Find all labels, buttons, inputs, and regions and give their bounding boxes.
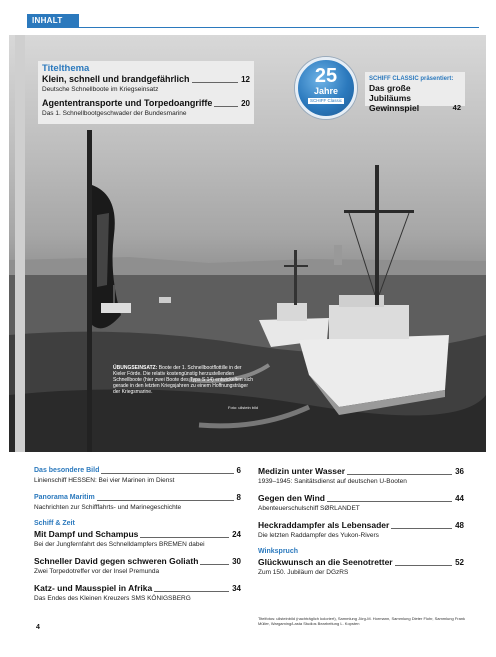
toc-entry-page: 30 [232, 557, 241, 566]
titelthema-box [38, 61, 254, 124]
toc-entry-title: Medizin unter Wasser [258, 466, 346, 476]
leader-line [140, 537, 229, 538]
toc-entry-page: 24 [232, 530, 241, 539]
leader-line [327, 501, 452, 502]
toc-entry-subtitle: Die letzten Raddampfer des Yukon-Rivers [258, 532, 379, 539]
toc-entry-title: Agententransporte und Torpedoangriffe [42, 98, 213, 108]
caption-text: Boote der 1. Schnellbootflottille in der Kieler Förde. Die relativ kostengünstig herzustellenden Schnellboote (hier zwei Boote des Typs S 14) entwickelten sich gerade in den letzten Kriegsjahren zu einem Hoffnungsträger der Kriegsmarine. [113, 365, 253, 395]
photo-caption [113, 365, 253, 395]
toc-entry[interactable] [34, 519, 241, 549]
toc-entry-title: Glückwunsch an die Seenotretter [258, 557, 393, 567]
toc-entry[interactable] [34, 492, 241, 512]
badge-brand: SCHIFF Classic [309, 98, 342, 103]
promo-box[interactable] [365, 72, 465, 113]
toc-entry-title: Gegen den Wind [258, 493, 325, 503]
titelthema-label: Titelthema [42, 63, 90, 74]
toc-entry-title: Schneller David gegen schweren Goliath [34, 556, 199, 566]
section-tab: INHALT [27, 14, 79, 27]
leader-line [347, 474, 452, 475]
toc-entry[interactable] [34, 556, 241, 576]
toc-entry-title: Heckraddampfer als Lebensader [258, 520, 390, 530]
toc-entry[interactable] [258, 547, 464, 577]
toc-entry-subtitle: Zum 150. Jubiläum der DGzRS [258, 569, 349, 576]
promo-title: Das große Jubiläums Gewinnspiel [369, 83, 420, 113]
toc-entry-page: 8 [236, 493, 241, 502]
promo-label: SCHIFF CLASSIC präsentiert: [369, 76, 454, 82]
toc-entry-subtitle: Deutsche Schnellboote im Kriegseinsatz [42, 86, 159, 93]
caption-lead: ÜBUNGSEINSATZ: [113, 365, 158, 371]
leader-line [154, 591, 229, 592]
promo-page: 42 [452, 103, 461, 112]
toc-entry-subtitle: Nachrichten zur Schifffahrts- und Marinegeschichte [34, 504, 182, 511]
toc-entry[interactable] [258, 520, 464, 540]
toc-entry-subtitle: Abenteuerschulschiff SØRLANDET [258, 505, 360, 512]
toc-entry[interactable] [42, 98, 250, 109]
toc-entry-page: 48 [455, 521, 464, 530]
toc-entry-page: 6 [236, 466, 241, 475]
promo-entry [369, 83, 461, 113]
toc-entry[interactable] [258, 466, 464, 486]
toc-entry-title: Katz- und Mausspiel in Afrika [34, 583, 153, 593]
toc-section-label: Das besondere Bild [34, 467, 100, 474]
toc-entry-subtitle: Linienschiff HESSEN: Bei vier Marinen im Dienst [34, 477, 175, 484]
page-number: 4 [36, 624, 40, 631]
leader-line [192, 82, 239, 83]
leader-line [101, 473, 233, 474]
badge-number: 25 [314, 65, 338, 87]
leader-line [200, 564, 229, 565]
leader-line [391, 528, 452, 529]
toc-entry[interactable] [42, 74, 250, 85]
toc-section-label: Winkspruch [258, 548, 298, 555]
toc-entry-page: 12 [241, 75, 250, 84]
toc-entry-page: 52 [455, 558, 464, 567]
photo-credit: Foto: ullstein bild [228, 405, 259, 410]
toc-entry-title: Mit Dampf und Schampus [34, 529, 139, 539]
toc-entry-subtitle: Bei der Jungfernfahrt des Schnelldampfers BREMEN dabei [34, 541, 205, 548]
anniversary-badge [295, 57, 357, 119]
leader-line [214, 106, 238, 107]
toc-entry-subtitle: Zwei Torpedotreffer vor der Insel Premunda [34, 568, 160, 575]
leader-line [395, 565, 452, 566]
toc-left-column [34, 465, 241, 610]
toc-section-label: Schiff & Zeit [34, 520, 75, 527]
photo-credits: Titelfotos: ullsteinbild (nachträglich koloriert), Sammlung Jörg-M. Hormann, Sammlung Dieter Flohr, Sammlung Frank Müller, Wargaming/Lasta Studios Bearbeitung L. Kopsten [258, 616, 466, 626]
leader-line [97, 500, 234, 501]
toc-right-column [258, 466, 464, 584]
toc-entry-page: 44 [455, 494, 464, 503]
header-rule [27, 27, 479, 28]
toc-section-label: Panorama Maritim [34, 494, 95, 501]
toc-entry-title: Klein, schnell und brandgefährlich [42, 74, 190, 84]
toc-entry-subtitle: 1939–1945: Sanitätsdienst auf deutschen U-Booten [258, 478, 407, 485]
toc-entry-page: 36 [455, 467, 464, 476]
toc-entry-page: 34 [232, 584, 241, 593]
toc-entry-subtitle: Das Endes des Kleinen Kreuzers SMS KÖNIGSBERG [34, 595, 191, 602]
toc-entry[interactable] [258, 493, 464, 513]
toc-entry-page: 20 [241, 99, 250, 108]
toc-entry-subtitle: Das 1. Schnellbootgeschwader der Bundesmarine [42, 110, 187, 117]
toc-entry[interactable] [34, 583, 241, 603]
toc-entry[interactable] [34, 465, 241, 485]
badge-word: Jahre [313, 86, 339, 96]
